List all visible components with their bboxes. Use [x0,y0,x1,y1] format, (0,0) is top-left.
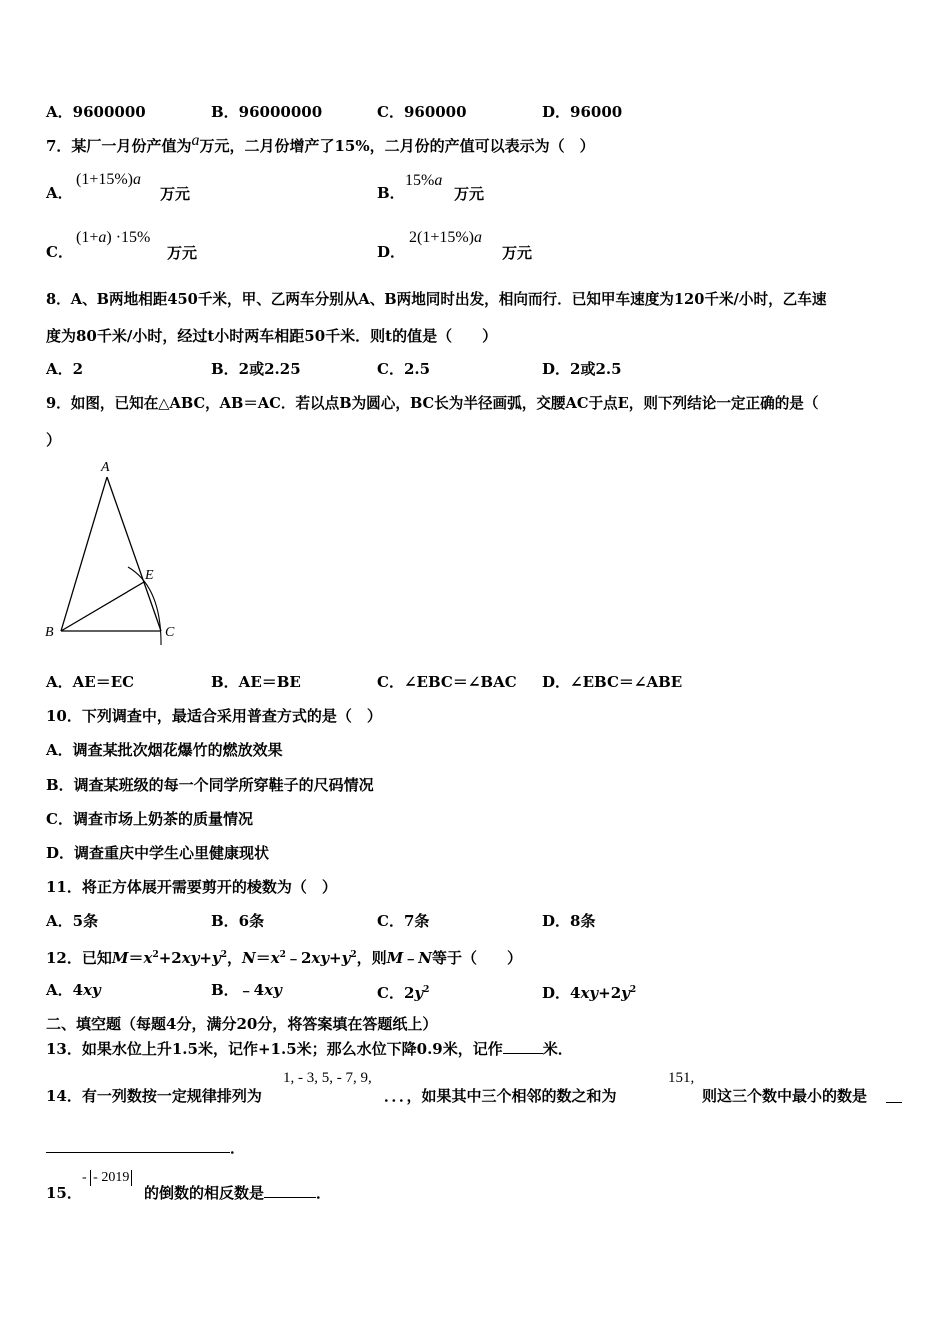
q7-option-d-expr: 2(1+15%)a [409,229,483,246]
q12-option-c: C．$2y^2$ [377,984,430,1002]
q7-option-a-expr: (1+15%)a [76,171,142,188]
q9-stem-line1: 9．如图，已知在△ABC，AB＝AC．若以点B为圆心，BC长为半径画弧，交腰AC于点E，则下列结论一定正确的是（ [46,395,819,412]
segment-ac [107,477,161,631]
q7-stem: 7．某厂一月份产值为a万元，二月份增产了15%，二月份的产值可以表示为（ ） [46,132,595,155]
q14-sequence: 1, - 3, 5, - 7, 9, [283,1070,372,1086]
q9-option-b: B．AE＝BE [211,673,301,691]
section-2-heading: 二、填空题（每题4分，满分20分，将答案填在答题纸上） [46,1015,438,1033]
q14-stem-mid: ．．．，如果其中三个相邻的数之和为 [384,1087,617,1105]
q8-option-d: D．2或2.5 [542,360,622,378]
q14-period: ． [230,1139,246,1157]
q7-option-c-unit: 万元 [167,244,198,262]
q13-answer-blank[interactable] [503,1053,543,1054]
q15-stem: 的倒数的相反数是 ． [144,1184,332,1202]
q11-option-a: A．5条 [46,912,99,930]
q7-option-c-expr: (1+a) ·15% [76,229,151,246]
q10-option-d: D．调查重庆中学生心里健康现状 [46,844,270,862]
q8-stem-line2: 度为80千米/小时，经过t小时两车相距50千米．则t的值是（ ） [46,327,498,345]
q6-option-a: A．9600000 [46,103,146,121]
q14-sum: 151, [668,1070,695,1086]
q13-stem: 13．如果水位上升1.5米，记作+1.5米；那么水位下降0.9米，记作 米． [46,1040,573,1058]
q11-stem: 11．将正方体展开需要剪开的棱数为（ ） [46,878,337,896]
q12-option-b: B．﹣4xy [211,981,282,999]
q15-number: 15． [46,1184,82,1202]
q14-stem-end: 则这三个数中最小的数是 [702,1087,868,1105]
q7-option-d-unit: 万元 [502,244,533,262]
q7-option-a-label: A． [46,184,73,202]
q10-stem: 10．下列调查中，最适合采用普查方式的是（ ） [46,707,382,725]
triangle-figure [40,455,180,645]
q12-stem: 12．已知$M=x^2+2xy+y^2$，$N=x^2﹣2xy+y^2$，则M﹣N等于（ ） [46,949,522,967]
label-a: A [101,460,110,475]
q10-option-b: B．调查某班级的每一个同学所穿鞋子的尺码情况 [46,776,374,794]
label-c: C [165,625,175,640]
q11-option-b: B．6条 [211,912,265,930]
q8-stem-line1: 8．A、B两地相距450千米，甲、乙两车分别从A、B两地同时出发，相向而行．已知甲车速度为120千米/小时，乙车速 [46,291,827,308]
q8-option-b: B．2或2.25 [211,360,301,378]
q7-option-c-label: C． [46,243,73,261]
q7-option-d-label: D． [377,243,406,261]
q8-option-a: A．2 [46,360,84,378]
q11-option-c: C．7条 [377,912,430,930]
q14-answer-blank-b[interactable] [46,1152,230,1153]
q12-option-a: A．4xy [46,981,101,999]
q15-expression: - - 2019 [82,1170,132,1186]
q7-option-b-unit: 万元 [454,185,485,203]
q9-option-d: D．∠EBC＝∠ABE [542,673,683,691]
q10-option-c: C．调查市场上奶茶的质量情况 [46,810,253,828]
q12-option-d: D．$4xy+2y^2$ [542,984,637,1002]
q15-answer-blank[interactable] [264,1197,316,1198]
q7-option-b-label: B． [377,184,405,202]
q14-stem-start: 14．有一列数按一定规律排列为 [46,1087,262,1105]
q6-option-c: C．960000 [377,103,467,121]
q9-stem-line2: ） [46,431,62,449]
q9-option-c: C．∠EBC＝∠BAC [377,673,517,691]
q6-option-d: D．96000 [542,103,623,121]
label-e: E [145,568,154,583]
q8-option-c: C．2.5 [377,360,431,378]
q6-option-b: B．96000000 [211,103,323,121]
q7-option-b-expr: 15%a [405,172,443,189]
q14-answer-blank-a[interactable] [886,1102,902,1103]
q11-option-d: D．8条 [542,912,596,930]
q7-option-a-unit: 万元 [160,185,191,203]
label-b: B [45,625,54,640]
q10-option-a: A．调查某批次烟花爆竹的燃放效果 [46,741,283,759]
q9-option-a: A．AE＝EC [46,673,135,691]
